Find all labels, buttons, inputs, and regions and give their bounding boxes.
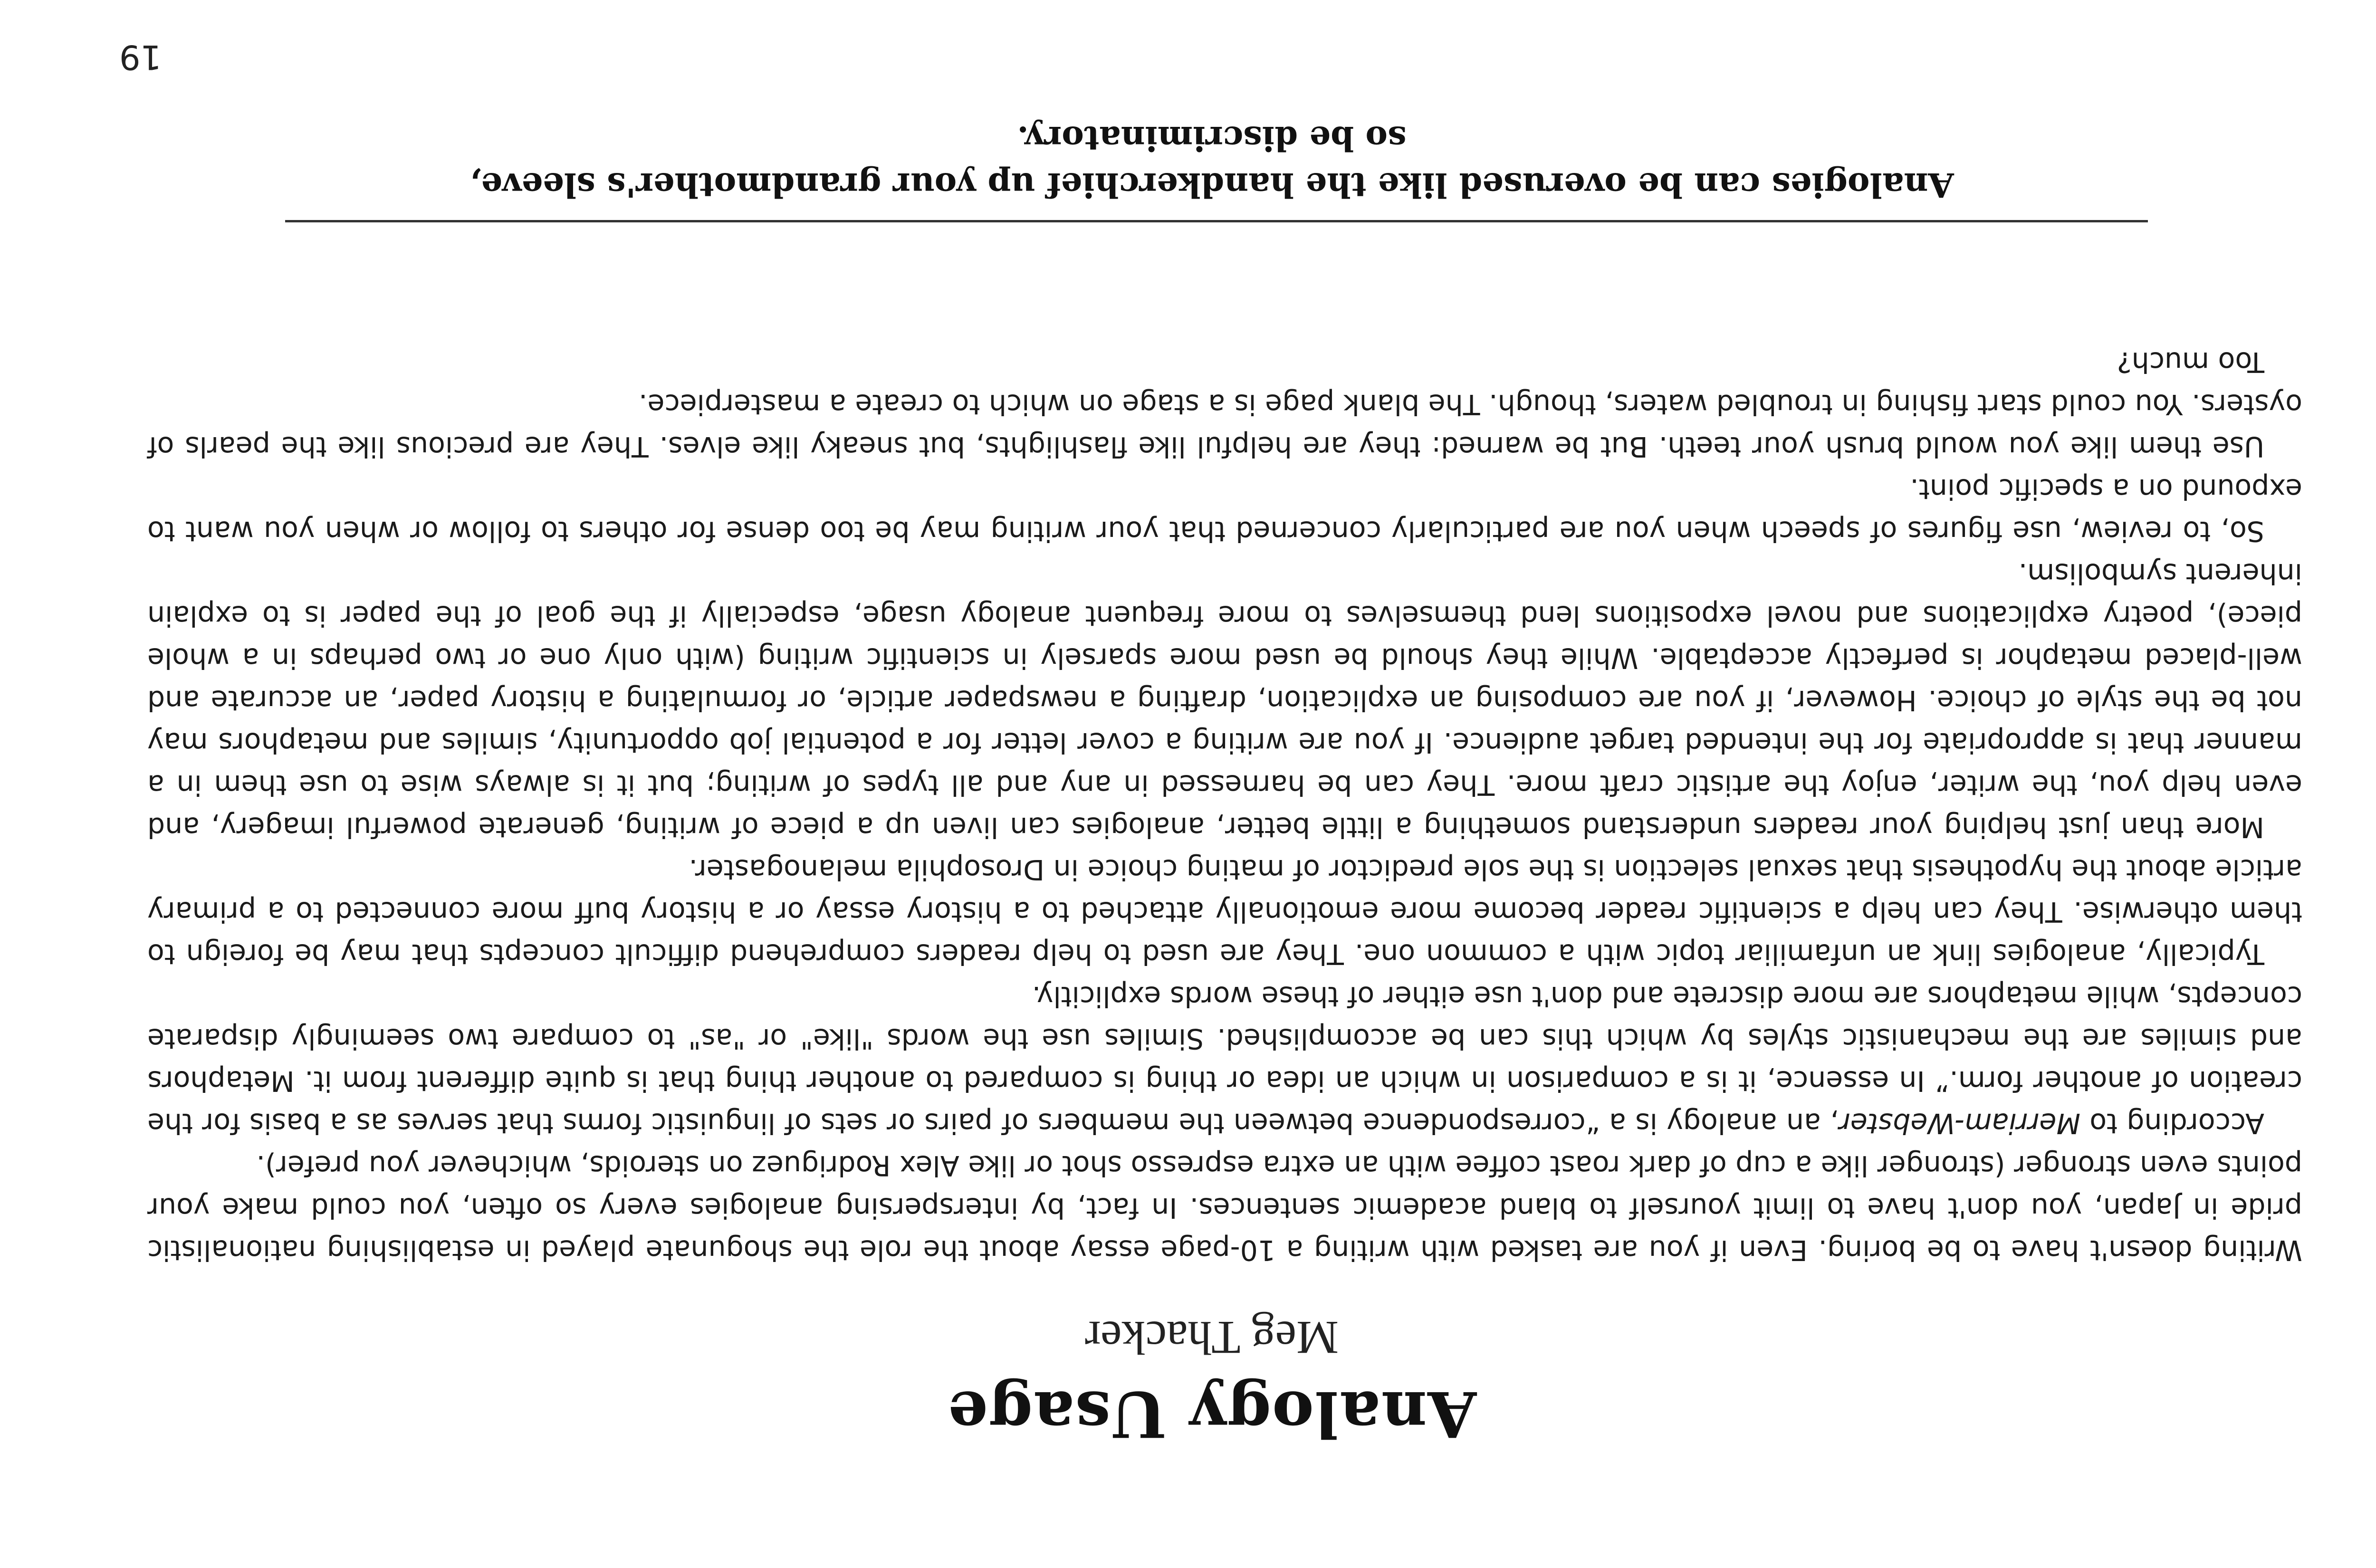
paragraph-1: Writing doesn't have to be boring. Even if you are tasked with writing a 10-page essay about the role the shogunate played in establishing nationalistic pride in Japan, you don't have to limit yourself to bland academic sentences. In fact, by interspersing analogies every so often, you could make your points even stronger (stronger like a cup of dark roast coffee with an extra espresso shot or like Alex Rodriguez on steroids, whichever you prefer). [147, 1149, 2302, 1266]
paragraph-5: So, to review, use figures of speech when you are particularly concerned that your writing may be too dense for others to follow or when you want to expound on a specific point. [147, 473, 2302, 547]
pull-quote-line-2: so be discriminatory. [1017, 119, 1407, 158]
paragraph-4: More than just helping your readers understand something a little better, analogies can liven up a piece of writing, generate powerful imagery, and even help you, the writer, enjoy the artistic craft more. They can be harnessed in any and all types of writing; but it is always wise to use them in a manner that is appropriate for the intended target audience. If you are writing a cover letter for a potential job opportunity, similes and metaphors may not be the style of choice. However, if you are composing an explication, drafting a newspaper article, or formulating a history paper, an accurate and well-placed metaphor is perfectly acceptable. While they should be used more sparsely in scientific writing (with only one or two perhaps in a whole piece), poetry explications and novel expositions lend themselves to more frequent analogy usage, especially if the goal of the paper is to explain inherent symbolism. [147, 557, 2302, 843]
paragraph-2: According to Merriam-Webster, an analogy is a “correspondence between the members of pairs or sets of linguistic forms that serves as a basis for the creation of another form.” In essence, it is a comparison in which an idea or thing is compared to another thing that is quite different from it. Metaphors and similes are the mechanistic styles by which this can be accomplished. Similes use the words "like" or "as" to compare two seemingly disparate concepts, while metaphors are more discrete and don't use either of these words explicitly. [147, 980, 2302, 1139]
article-author: Meg Thacker [1084, 1311, 1339, 1364]
paragraph-6: Use them like you would brush your teeth. But be warned: they are helpful like flashlights, but sneaky like elves. They are precious like the pearls of oysters. You could start fishing in troubled waters, though. The blank page is a stage on which to create a masterpiece. [147, 388, 2302, 463]
article-title: Analogy Usage [947, 1377, 1477, 1451]
pull-quote-line-1: Analogies can be overused like the handkerchief up your grandmother's sleeve, [469, 165, 1954, 205]
source-name: Merriam-Webster [1839, 1107, 2081, 1139]
page-number: 19 [119, 38, 162, 76]
article-body [147, 341, 2302, 1271]
paragraph-7: Too much? [2117, 346, 2264, 378]
paragraph-3: Typically, analogies link an unfamiliar topic with a common one. They are used to help readers comprehend difficult concepts that may be foreign to them otherwise. They can help a scientific reader become more emotionally attached to a history essay or a history buff more connected to a primary article about the hypothesis that sexual selection is the sole predictor of mating choice in Drosophila melanogaster. [147, 853, 2302, 970]
pull-quote [162, 115, 2262, 208]
pull-quote-divider [285, 220, 2148, 222]
